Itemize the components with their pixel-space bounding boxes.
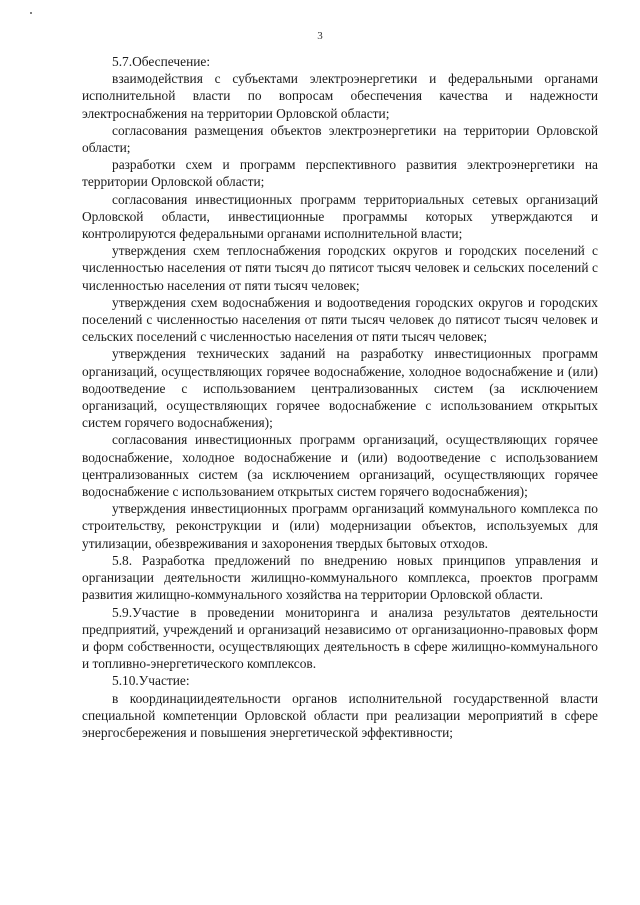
paragraph: согласования размещения объектов электроэнергетики на территории Орловской области; [82, 122, 598, 156]
paragraph: утверждения схем водоснабжения и водоотведения городских округов и городских поселений с численностью населения от пяти тысяч человек до пятисот тысяч человек и сельских поселений с численностью населения от пяти тысяч человек; [82, 294, 598, 345]
page-number: 3 [317, 30, 323, 42]
paragraph: взаимодействия с субъектами электроэнергетики и федеральными органами исполнительной власти по вопросам обеспечения качества и надежности электроснабжения на территории Орловской области; [82, 71, 598, 121]
paragraph: согласования инвестиционных программ организаций, осуществляющих горячее водоснабжение, холодное водоснабжение и (или) водоотведение с использованием централизованных систем (за исключением организаций, осуществляющих горячее водоснабжение с использованием открытых систем горячего водоснабжения); [82, 432, 598, 500]
paragraph: утверждения технических заданий на разработку инвестиционных программ организаций, осуществляющих горячее водоснабжение, холодное водоснабжение и (или) водоотведение с использованием централизованных систем (за исключением организаций, осуществляющих горячее водоснабжение с использованием открытых систем горячего водоснабжения); [82, 346, 598, 431]
paragraph: 5.7.Обеспечение: [112, 54, 211, 69]
paragraph: утверждения инвестиционных программ организаций коммунального комплекса по строительству, реконструкции и (или) модернизации объектов, используемых для утилизации, обезвреживания и захоронения твердых бытовых отходов. [82, 501, 598, 551]
document-body [82, 53, 598, 741]
paragraph: 5.10.Участие: [112, 673, 190, 689]
paragraph: утверждения схем теплоснабжения городских округов и городских поселений с численностью населения от пяти тысяч до пятисот тысяч человек и сельских поселений с численностью населения от пяти тысяч человек; [82, 243, 598, 293]
paragraph: 5.9.Участие в проведении мониторинга и анализа результатов деятельности предприятий, учреждений и организаций независимо от организационно-правовых форм и форм собственности, осуществляющих деятельность в сфере жилищно-коммунального и топливно-энергетического комплексов. [82, 604, 598, 672]
paragraph: 5.8. Разработка предложений по внедрению новых принципов управления и организации деятельности жилищно-коммунального комплекса, проектов программ развития жилищно-коммунального хозяйства на территории Орловской области. [82, 552, 598, 603]
paragraph: в координациидеятельности органов исполнительной государственной власти специальной компетенции Орловской области при реализации мероприятий в сфере энергосбережения и повышения энергетической эффективности; [82, 690, 598, 740]
scan-speck [30, 12, 32, 14]
paragraph: согласования инвестиционных программ территориальных сетевых организаций Орловской области, инвестиционные программы которых утверждаются и контролируются федеральными органами исполнительной власти; [82, 191, 598, 242]
paragraph: разработки схем и программ перспективного развития электроэнергетики на территории Орловской области; [82, 157, 598, 190]
